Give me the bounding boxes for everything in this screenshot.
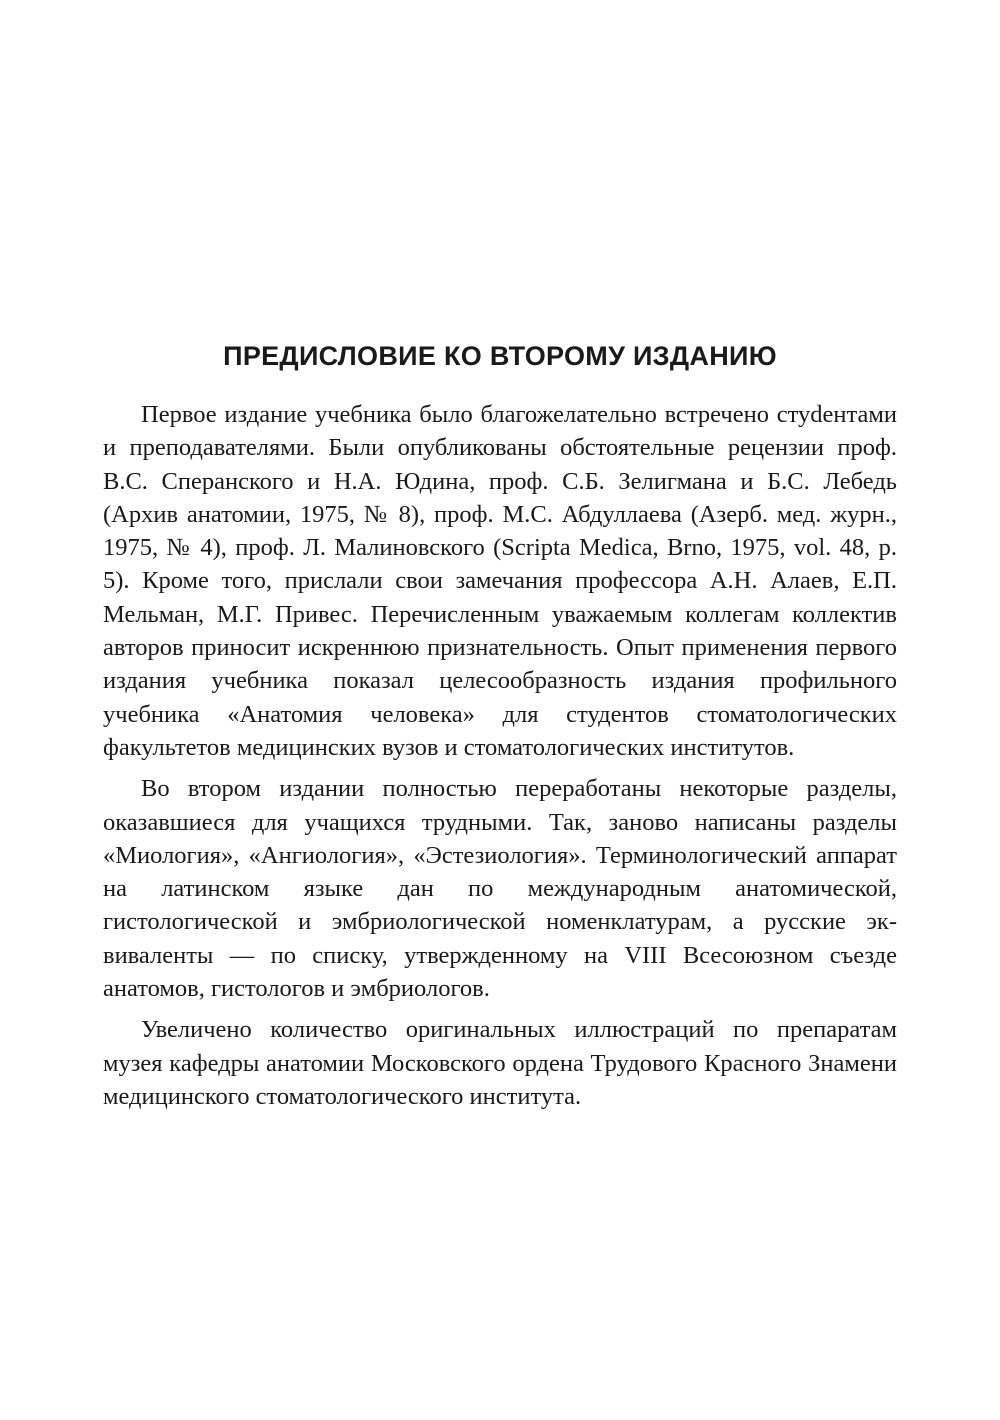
- paragraph-3: Увеличено количество оригинальных иллюстраций по препаратам музея кафедры анатомии Московского ордена Трудового Красного Знамени медицинского стоматологического института.: [103, 1016, 897, 1110]
- page-title: ПРЕДИСЛОВИЕ КО ВТОРОМУ ИЗДАНИЮ: [223, 341, 777, 371]
- paragraph-2: Во втором издании полностью переработаны некоторые разделы, оказавшиеся для учащихся трудными. Так, заново написаны разделы «Миология», «Ангиология», «Эстезиология». Терминологический аппарат на латинском языке дан по международным анатомической, гистологической и эмбриологической номенклатурам, а русские эквиваленты — по списку, утвержденному на VIII Всесоюзном съезде анатомов, гистологов и эмбриологов.: [103, 775, 897, 1003]
- paragraph-1: Первое издание учебника было благожелательно встречено стуdентами и преподавателями. Были опубликованы обстоятельные рецензии проф. В.С. Сперанского и Н.А. Юдина, проф. С.Б. Зелигмана и Б.С. Лебедь (Архив анатомии, 1975, № 8), проф. М.С. Абдуллаева (Азерб. мед. журн., 1975, № 4), проф. Л. Малиновского (Scripta Medica, Brno, 1975, vol. 48, p. 5). Кроме того, прислали свои замечания профессора А.Н. Алаев, Е.П. Мельман, М.Г. Привес. Перечисленным уважаемым коллегам коллектив авторов приносит искреннюю признательность. Опыт применения первого издания учебника показал целесообразность издания профильного учебника «Анатомия человека» для студентов стоматологических факультетов медицинских вузов и стоматологических институтов.: [103, 401, 897, 761]
- preface-text: [103, 398, 897, 1121]
